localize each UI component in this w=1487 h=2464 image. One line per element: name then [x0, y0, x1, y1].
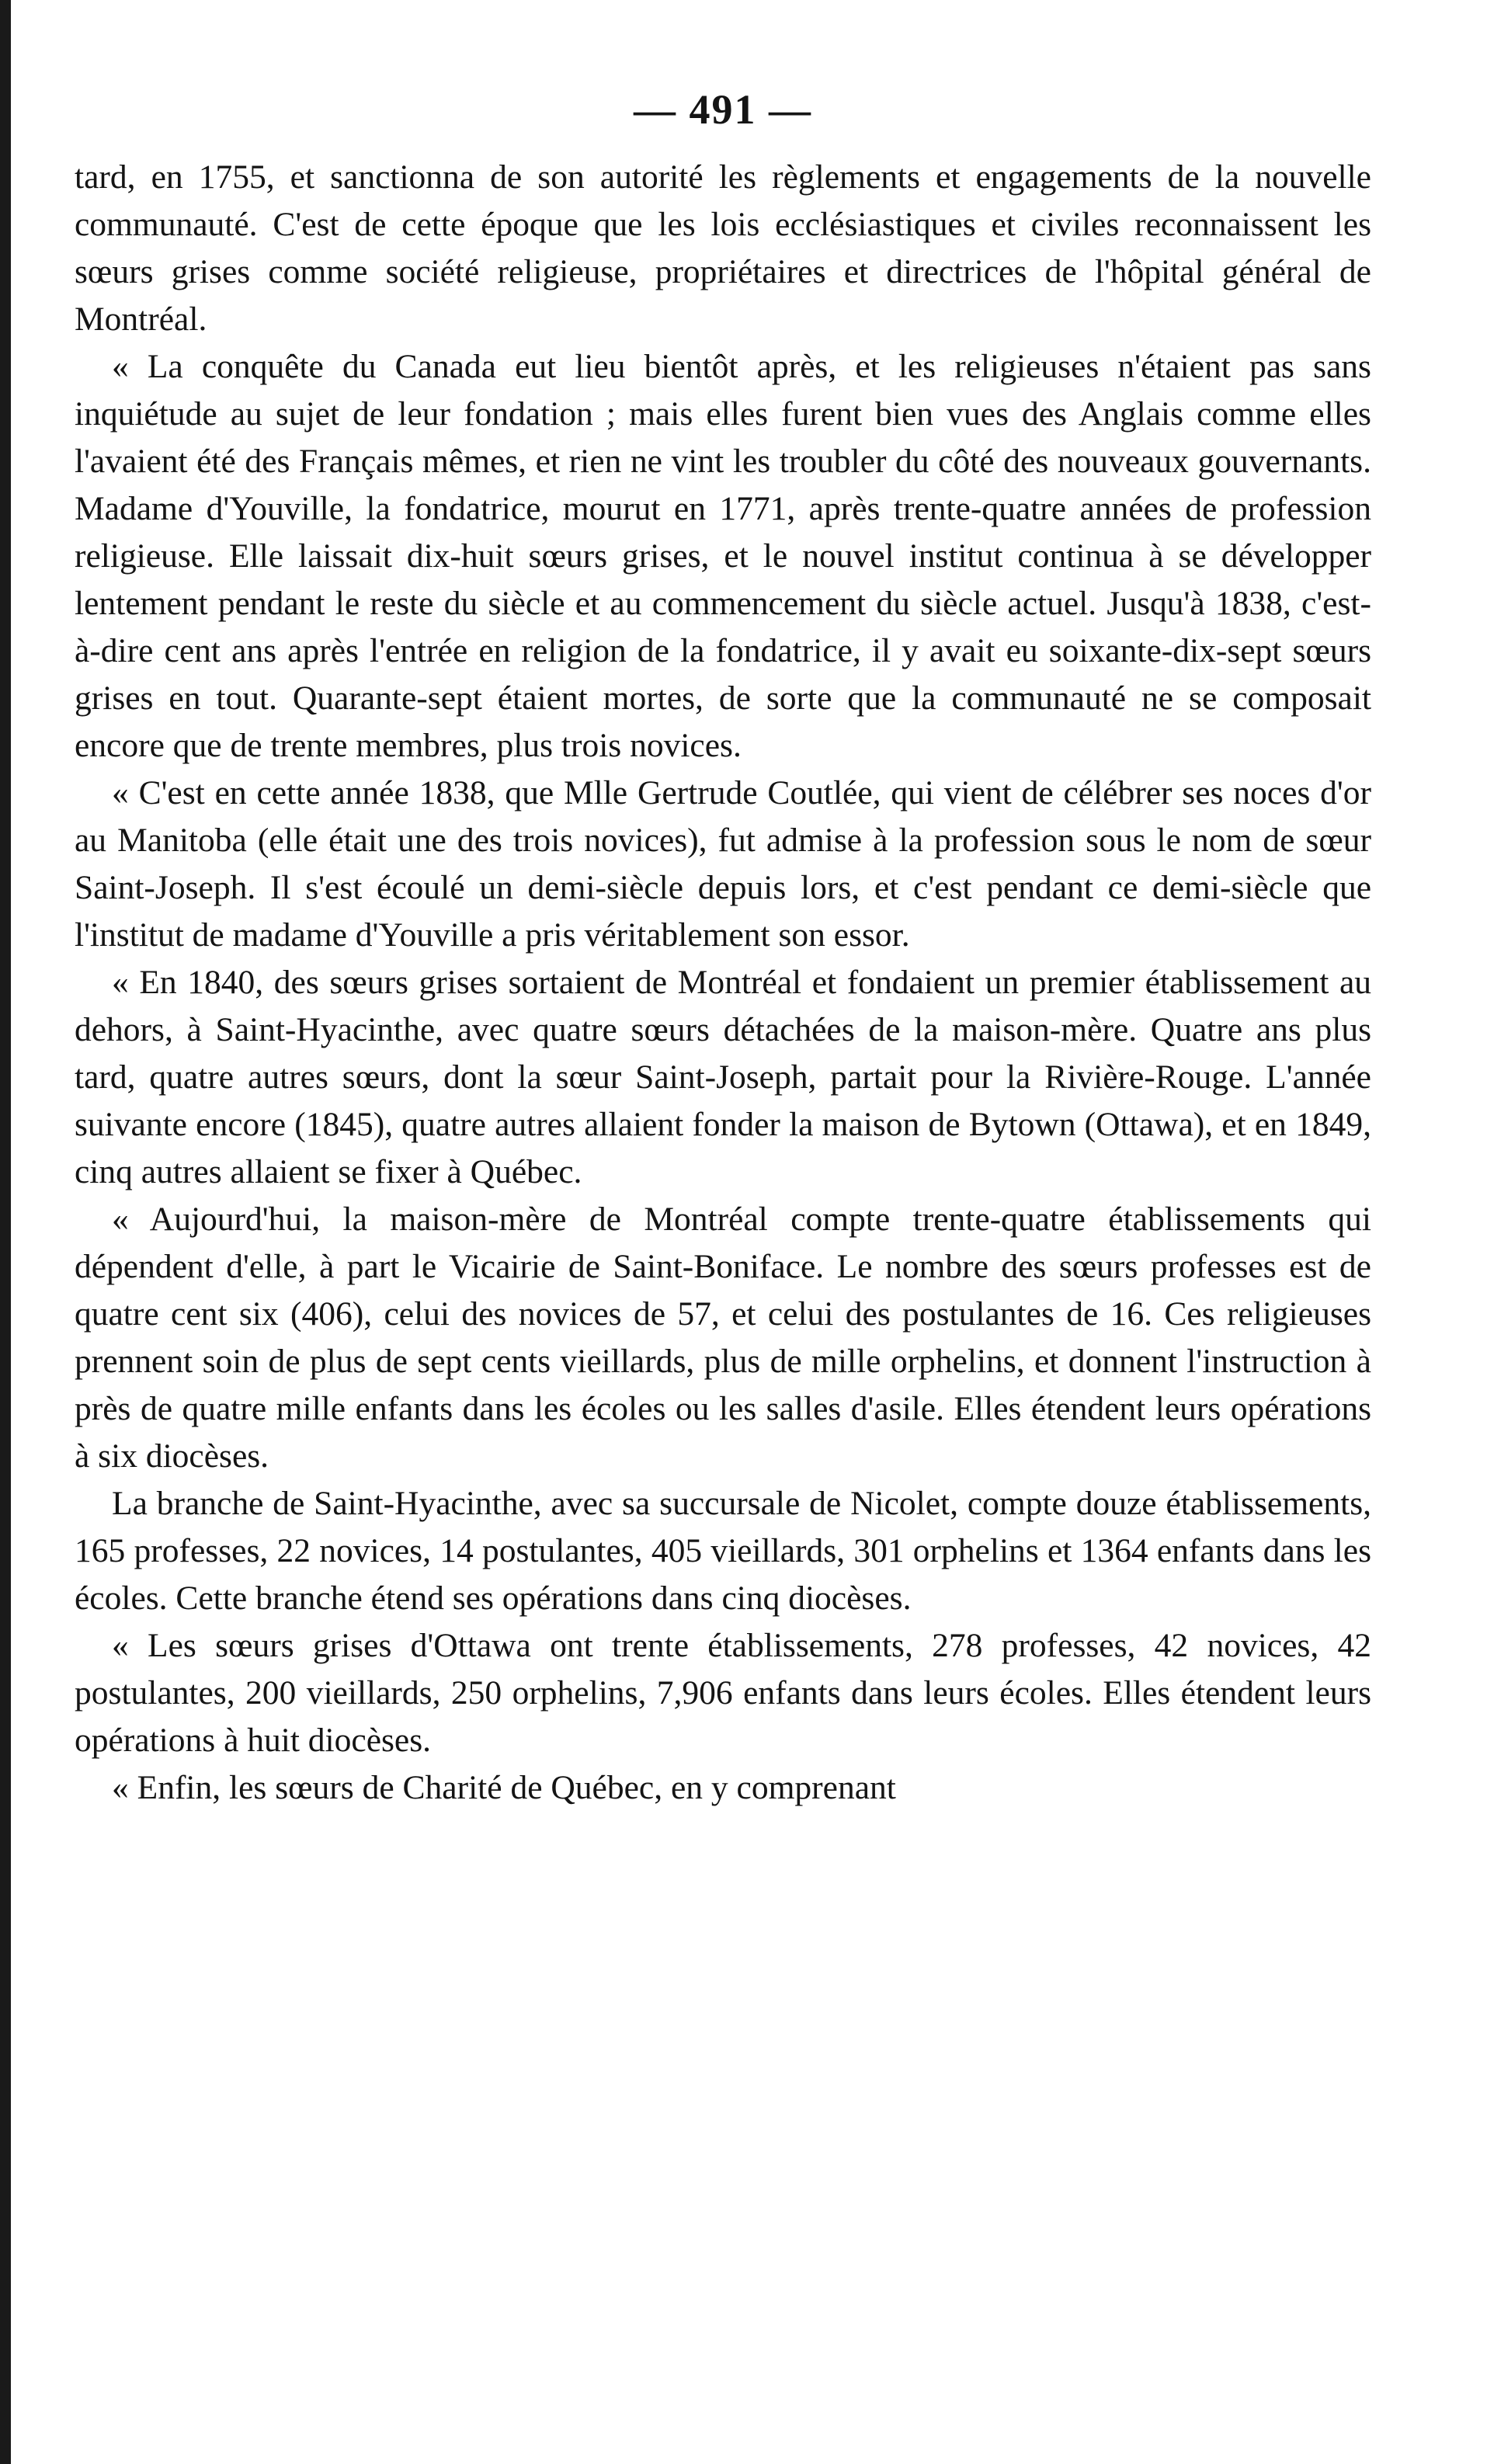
paragraph-7: « Les sœurs grises d'Ottawa ont trente établissements, 278 professes, 42 novices, 42 postulantes, 200 vieillards, 250 orphelins, 7,906 enfants dans leurs écoles. Elles étendent leurs opérations à huit diocèses. — [75, 1627, 1371, 1759]
paragraph-2: « La conquête du Canada eut lieu bientôt après, et les religieuses n'étaient pas sans inquiétude au sujet de leur fondation ; mais elles furent bien vues des Anglais comme elles l'avaient été des Français mêmes, et rien ne vint les troubler du côté des nouveaux gouvernants. Madame d'Youville, la fondatrice, mourut en 1771, après trente-quatre années de profession religieuse. Elle laissait dix-huit sœurs grises, et le nouvel institut continua à se développer lentement pendant le reste du siècle et au commencement du siècle actuel. Jusqu'à 1838, c'est-à-dire cent ans après l'entrée en religion de la fondatrice, il y avait eu soixante-dix-sept sœurs grises en tout. Quarante-sept étaient mortes, de sorte que la communauté ne se composait encore que de trente membres, plus trois novices. — [75, 348, 1371, 764]
book-page — [75, 85, 1371, 1812]
page-binding-edge — [0, 0, 11, 2464]
paragraph-3: « C'est en cette année 1838, que Mlle Gertrude Coutlée, qui vient de célébrer ses noces d'or au Manitoba (elle était une des trois novices), fut admise à la profession sous le nom de sœur Saint-Joseph. Il s'est écoulé un demi-siècle depuis lors, et c'est pendant ce demi-siècle que l'institut de madame d'Youville a pris véritablement son essor. — [75, 774, 1371, 954]
paragraph-1: tard, en 1755, et sanctionna de son autorité les règlements et engagements de la nouvelle communauté. C'est de cette époque que les lois ecclésiastiques et civiles reconnaissent les sœurs grises comme société religieuse, propriétaires et directrices de l'hôpital général de Montréal. — [75, 158, 1371, 338]
paragraph-5: « Aujourd'hui, la maison-mère de Montréal compte trente-quatre établissements qui dépendent d'elle, à part le Vicairie de Saint-Boniface. Le nombre des sœurs professes est de quatre cent six (406), celui des novices de 57, et celui des postulantes de 16. Ces religieuses prennent soin de plus de sept cents vieillards, plus de mille orphelins, et donnent l'instruction à près de quatre mille enfants dans les écoles ou les salles d'asile. Elles étendent leurs opérations à six diocèses. — [75, 1201, 1371, 1475]
paragraph-8: « Enfin, les sœurs de Charité de Québec, en y comprenant — [112, 1769, 896, 1806]
paragraph-4: « En 1840, des sœurs grises sortaient de Montréal et fondaient un premier établissement au dehors, à Saint-Hyacinthe, avec quatre sœurs détachées de la maison-mère. Quatre ans plus tard, quatre autres sœurs, dont la sœur Saint-Joseph, partait pour la Rivière-Rouge. L'année suivante encore (1845), quatre autres allaient fonder la maison de Bytown (Ottawa), et en 1849, cinq autres allaient se fixer à Québec. — [75, 964, 1371, 1190]
paragraph-6: La branche de Saint-Hyacinthe, avec sa succursale de Nicolet, compte douze établissements, 165 professes, 22 novices, 14 postulantes, 405 vieillards, 301 orphelins et 1364 enfants dans les écoles. Cette branche étend ses opérations dans cinq diocèses. — [75, 1485, 1371, 1617]
page-number: — 491 — — [634, 86, 812, 133]
